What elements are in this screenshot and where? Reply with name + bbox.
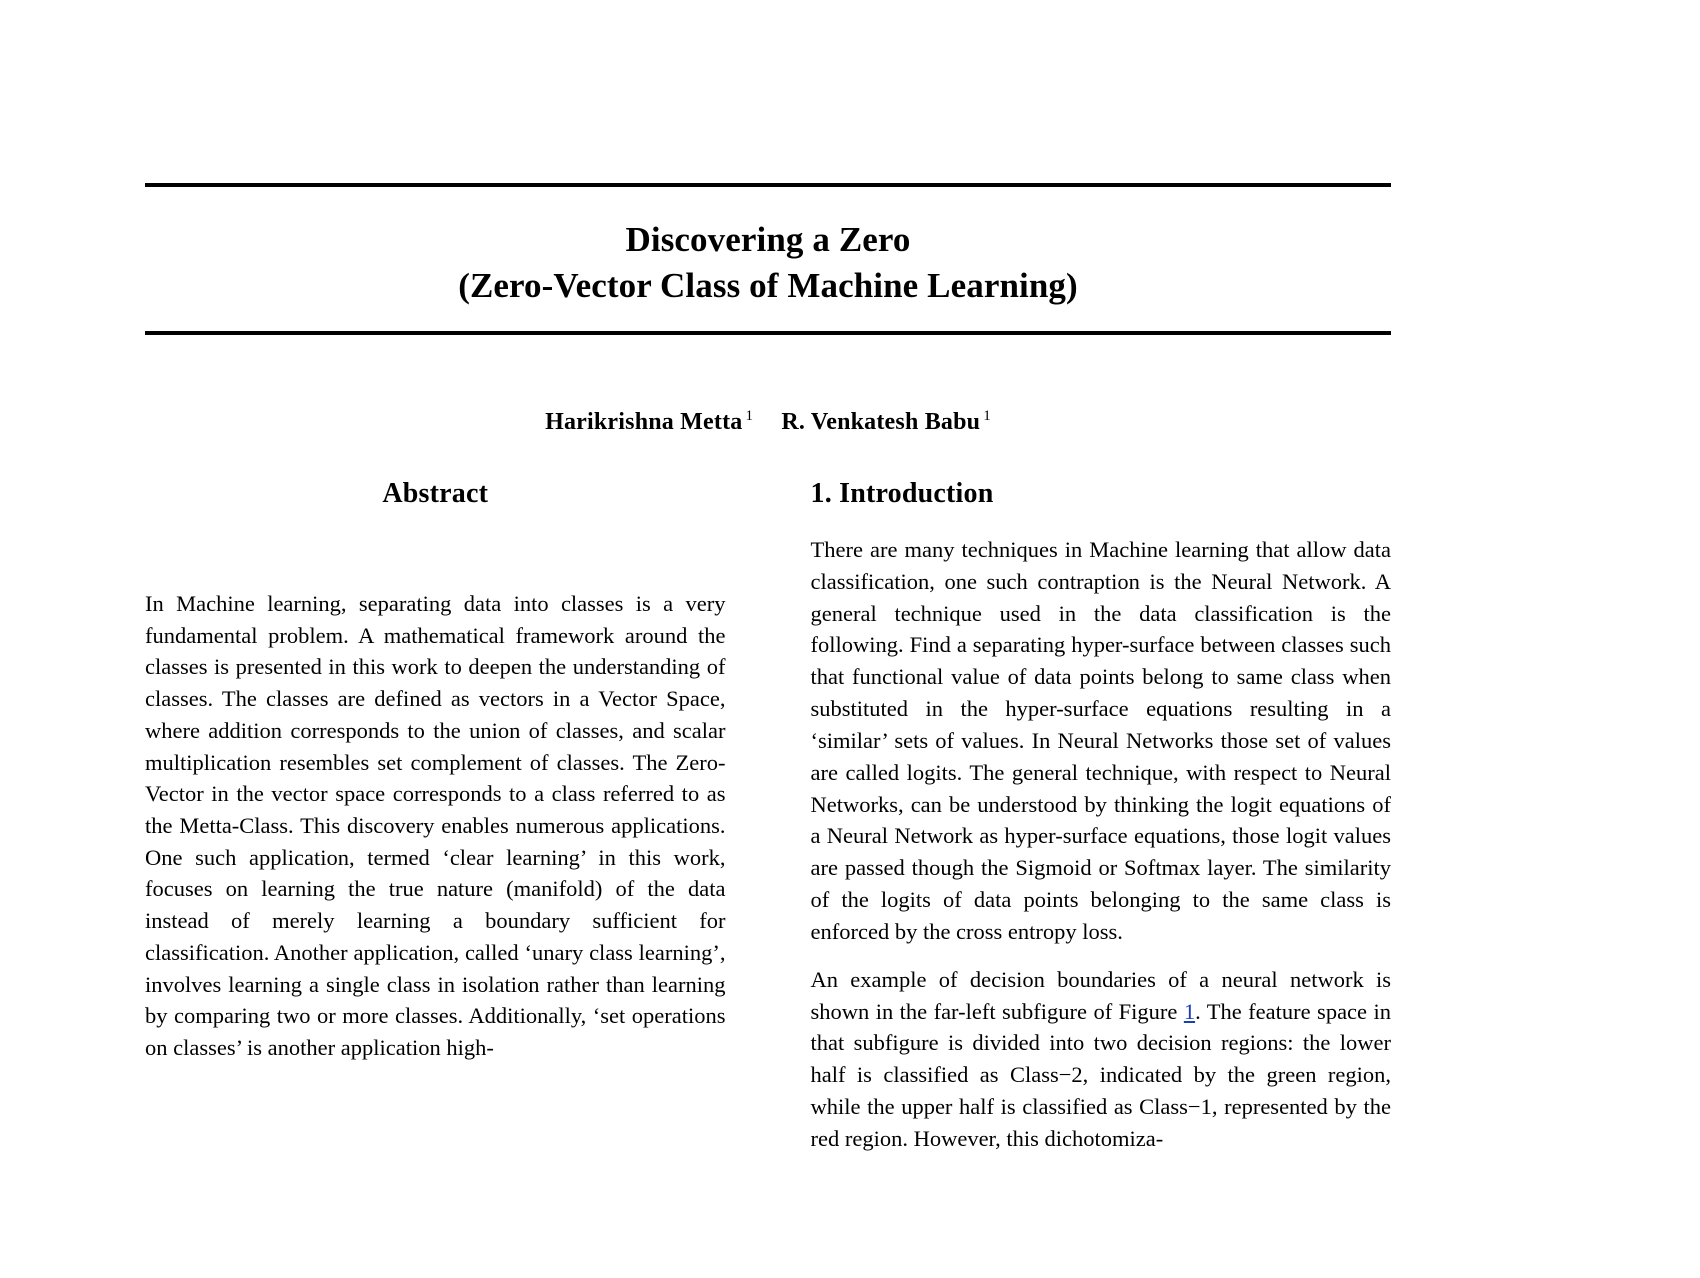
author-entry	[545, 409, 759, 435]
paragraph-text: . The feature space in that subfigure is divided into two decision regions: the lower half is classified as Class−2, indicated by the green region, while the upper half is classified as Class−1, represented by the red region. However, this dichotomiza-	[810, 998, 1391, 1151]
paragraph-text: There are many techniques in Machine learning that allow data classification, one such contraption is the Neural Network. A general technique used in the data classification is the following. Find a separating hyper-surface between classes such that functional value of data points belong to same class when substituted in the hyper-surface equations resulting in a ‘similar’ sets of values. In Neural Networks those set of values are called logits. The general technique, with respect to Neural Networks, can be understood by thinking the logit equations of a Neural Network as hyper-surface equations, those logit values are passed though the Sigmoid or Softmax layer. The similarity of the logits of data points belonging to the same class is enforced by the cross entropy loss.	[810, 537, 1391, 944]
author-affiliation-mark: 1	[745, 408, 754, 424]
figure-reference-link[interactable]: 1	[1183, 998, 1196, 1024]
author-name: R. Venkatesh Babu	[781, 409, 981, 435]
two-column-body	[145, 478, 1391, 1278]
left-column	[145, 478, 726, 1278]
title-inner	[145, 187, 1391, 331]
title-block	[145, 183, 1391, 335]
author-list	[145, 408, 1391, 436]
title-rule-bottom	[145, 331, 1391, 335]
abstract-heading: Abstract	[382, 478, 489, 509]
introduction-heading: 1. Introduction	[810, 478, 994, 509]
abstract-body: In Machine learning, separating data into classes is a very fundamental problem. A mathematical framework around the classes is presented in this work to deepen the understanding of classes. The classes are defined as vectors in a Vector Space, where addition corresponds to the union of classes, and scalar multiplication resembles set complement of classes. The Zero-Vector in the vector space corresponds to a class referred to as the Metta-Class. This discovery enables numerous applications. One such application, termed ‘clear learning’ in this work, focuses on learning the true nature (manifold) of the data instead of merely learning a boundary sufficient for classification. Another application, called ‘unary class learning’, involves learning a single class in isolation rather than learning by comparing two or more classes. Additionally, ‘set operations on classes’ is another application high-	[145, 591, 726, 1061]
right-column	[811, 478, 1392, 1278]
paper-title-line-2: (Zero-Vector Class of Machine Learning)	[458, 266, 1078, 306]
paragraph	[811, 964, 1392, 1155]
paragraph-text: An example of decision boundaries of a neural network is shown in the far-left subfigure of Figure	[810, 966, 1391, 1024]
paragraph	[811, 534, 1392, 948]
author-name: Harikrishna Metta	[545, 409, 743, 435]
paper-title-line-1: Discovering a Zero	[625, 220, 911, 259]
page-title	[145, 217, 1391, 309]
author-affiliation-mark: 1	[983, 408, 991, 424]
author-entry	[781, 409, 991, 435]
introduction-body	[811, 534, 1392, 1155]
